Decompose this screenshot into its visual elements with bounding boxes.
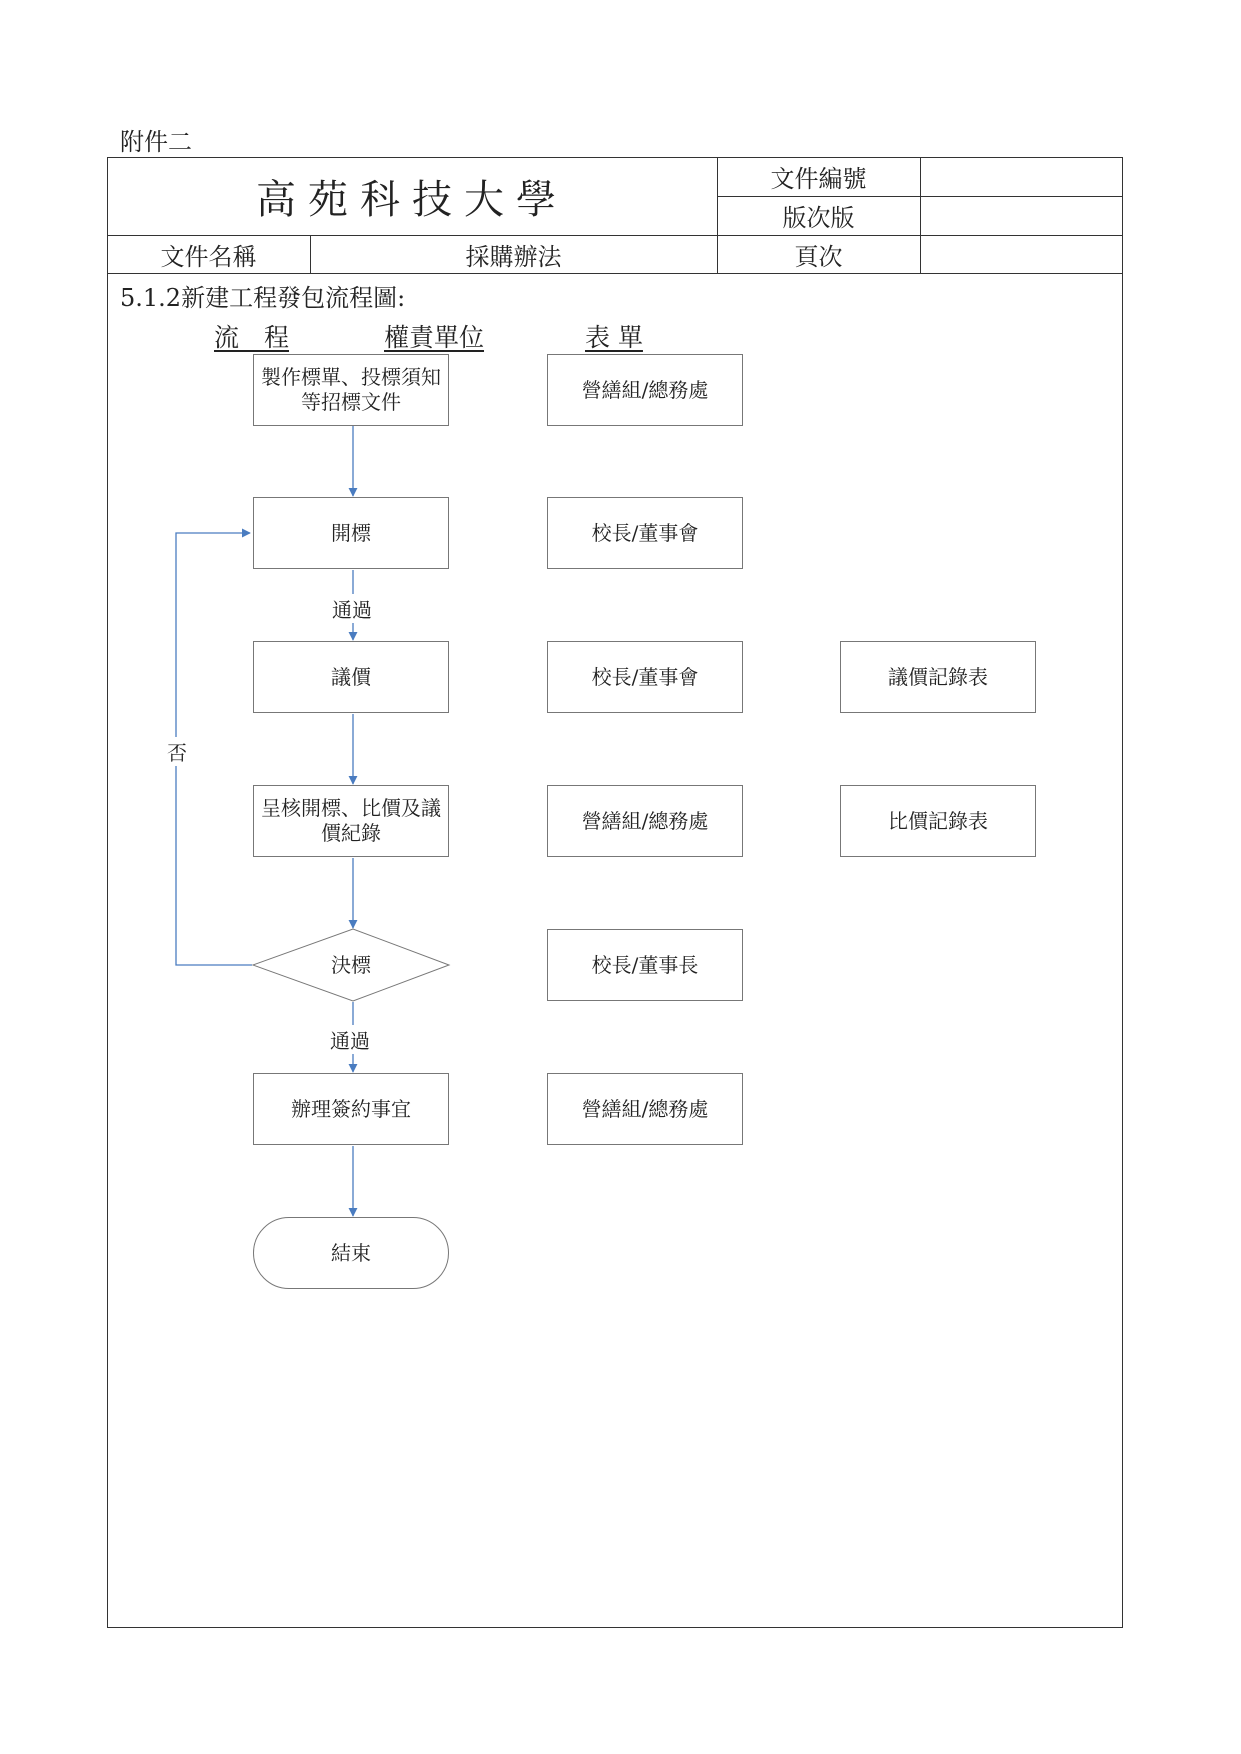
column-heading-flow: 流 程 xyxy=(214,323,290,352)
doc-name-value: 採購辦法 xyxy=(465,242,562,271)
connector-label-reject: 否 xyxy=(167,737,187,766)
arrow-reject-loop xyxy=(176,533,252,965)
unit-negotiate: 校長/董事會 xyxy=(547,641,743,713)
connector-label-pass-open: 通過 xyxy=(332,594,372,623)
page-label: 頁次 xyxy=(794,242,843,271)
doc-name-label: 文件名稱 xyxy=(160,242,257,271)
unit-open-bid: 校長/董事會 xyxy=(547,497,743,569)
unit-prepare-documents: 營繕組/總務處 xyxy=(547,354,743,426)
version-label: 版次版 xyxy=(782,204,855,232)
form-price-comparison-record: 比價記錄表 xyxy=(840,785,1036,857)
step-end-terminator: 結束 xyxy=(253,1217,449,1289)
step-review-records: 呈核開標、比價及議價紀錄 xyxy=(253,785,449,857)
unit-sign-contract: 營繕組/總務處 xyxy=(547,1073,743,1145)
form-negotiation-record: 議價記錄表 xyxy=(840,641,1036,713)
step-prepare-documents: 製作標單、投標須知等招標文件 xyxy=(253,354,449,426)
attachment-label: 附件二 xyxy=(120,128,192,156)
university-title: 高苑科技大學 xyxy=(256,176,568,223)
connector-label-pass-decision: 通過 xyxy=(330,1025,370,1054)
unit-award-decision: 校長/董事長 xyxy=(547,929,743,1001)
section-title: 5.1.2新建工程發包流程圖: xyxy=(120,284,406,312)
step-open-bid: 開標 xyxy=(253,497,449,569)
unit-review-records: 營繕組/總務處 xyxy=(547,785,743,857)
column-heading-form: 表 單 xyxy=(585,323,643,352)
doc-number-label: 文件編號 xyxy=(770,165,867,193)
column-heading-responsibility: 權責單位 xyxy=(384,323,485,352)
step-negotiate: 議價 xyxy=(253,641,449,713)
step-award-decision: 決標 xyxy=(331,952,371,977)
step-sign-contract: 辦理簽約事宜 xyxy=(253,1073,449,1145)
